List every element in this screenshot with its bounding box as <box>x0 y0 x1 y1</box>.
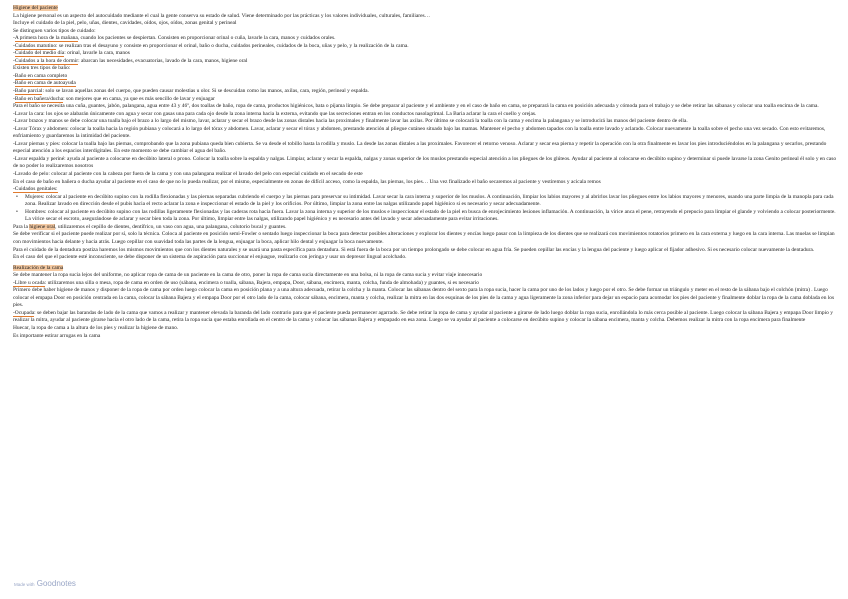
dash-marker: - <box>13 72 15 79</box>
free-bed-text: : utilizaremos una silla o mesa, ropa de cama en orden de uso (sábana, encimera o toalla, sábana, Bajera, empapa, Door, sábana, encimera, manta, colcha, funda de almohada) y guantes, si es necesario <box>44 279 480 286</box>
genital-care-list <box>13 194 839 224</box>
care-type-item-term: Cuidados matutino <box>14 42 57 49</box>
genital-care-underline: -Cuidados genitales: <box>13 186 58 193</box>
free-bed-term: -Libre u ocada <box>13 279 45 286</box>
bath-step-item: -Lavar la cara: los ojos se alabarán únicamente con agua y secar con gasas una para cada ojo desde la zona interna hacia la externa, evitando que las secreciones entran en los conductos nasolagrimal. La Baria aclarar la cara el cuello y orejas. <box>13 110 537 117</box>
bath-type-item <box>13 80 839 88</box>
bath-type-item-term: Baño parcial <box>14 88 43 95</box>
genital-care-title <box>13 186 839 194</box>
shower-paragraph: En el caso de baño en bañera o ducha ayudar al paciente en el caso de que no lo pueda realizar, por el mismo, especialmente en zonas de difícil acceso, como la espalda, las piernas, los pies… Una vez finalizado el baño secaremos al paciente y vestiremos y acicala remos <box>13 178 601 185</box>
dash-marker: - <box>13 95 15 102</box>
oral-technique-paragraph: Se debe verificar si el paciente puede realizar por sí, solo la técnica. Coloca al paciente en posición semi-Fowler o sentado luego inspeccionar la boca para detectar posibles alteraciones y explorar los dientes y encías luego pasar con la limpieza de los dientes que se realizará con movimientos rotatorios primero en la cara externa y luego en la cara interna. Las muelas se limpian con movimientos hacia delante y hacia atrás. Luego cepillar con suavidad toda las partes de la lengua, enjuagar la boca, aplicar hilo dental y enjuagar la boca nuevamente. <box>13 231 835 245</box>
oral-hygiene-lead: Para la <box>13 223 30 230</box>
occupied-bed-term: -Ocupada <box>13 309 35 316</box>
care-type-item-text: : orinal, lavarle la cara, manos <box>64 50 130 57</box>
bath-step-item: -Lavar piernas y pies: colocar la toalla bajo las piernas, comprobando que la zona pubiana queda bien cubierta. Se va desde el tobillo hasta la rodilla y muslo. La desde las zonas distales a las proximales. Favorecer el retorno venoso. Aclarar y secar esa pierna y repetir la operación con la otra finalmente es lavar los pies introduciéndolos en la palangana y secarlos, prestando especial atención a los espacios interdigitales. En este momento se debe cambiar el agua del baño. <box>13 140 827 155</box>
bath-step-item: -Lavar espalda y periné: ayuda al paciente a colocarse en decúbito lateral o prono. Colocar la toalla sobre la espalda y nalgas. Limpiar, aclarar y secar la espalda, nalgas y zonas superior de los muslos prestando especial atención a los pliegues de los glúteos. Ayudar al paciente al colocarse en decúbito supino y determinar si puede lavarse la zona Genito perineal él solo y en caso de no poder lo realizaremos nosotros <box>13 155 837 170</box>
oral-hygiene-term: higiene oral <box>29 223 56 230</box>
occupied-bed-paragraph <box>13 310 839 325</box>
section-title-bed <box>13 265 839 273</box>
finish-paragraph: Huecar, la ropa de cama a la altura de los pies y realizar la higiene de mano. <box>13 324 179 331</box>
bed-rules-paragraph: Se debe mantener la ropa sucia lejos del uniforme, no aplicar ropa de cama de un paciente en la cama de otro, poner la ropa de cama sucia directamente en una bolsa, ni la ropa de cama sucia y evitar viaje innecesario <box>13 272 483 279</box>
unconscious-paragraph: En el caso del que el paciente esté inconsciente, se debe disponer de un sistema de aspiración para succionar el enjuague, realizarlo con jeringa y usar un depresor lingual acolchado. <box>13 254 407 261</box>
dash-marker: - <box>13 42 15 49</box>
wrinkles-paragraph: Es importante estirar arrugas en la cama <box>13 332 101 339</box>
care-types-intro: Se distinguen varios tipos de cuidado: <box>13 27 96 34</box>
occupied-bed-text: : se deben bajar las barandas de lado de la cama que vamos a realizar y mantener elevada la baranda del lado contrario para que el paciente pueda permanecer agarrado. Se debe retirar la ropa de cama y ayudar al paciente a girarse de lado luego doblar la ropa sucia, enrollándola lo más cerca posible al paciente. Luego colocar la sábana Bajera y empapa Door limpio y realizar la mitra, ayudar al paciente girarse hacia el otro lado de la cama, retira la ropa sucia que estaba enrollada en el centro de la cama y colocar las sábanas Bajera y empapado en esa zona. Luego se va ayudar al paciente a colocarse en decúbito supino y colocar la sábana encimera, manta y colcha. Debemos realizar la mitra con la ropa encimera para finalmente <box>13 309 833 324</box>
dash-marker: - <box>13 50 15 57</box>
bath-step-item: -Lavar Tórax y abdomen: colocar la toalla hacia la región pubiana y colocará a lo largo del tórax y abdomen. Lavar, aclarar y secar el tórax y abdomen, prestando atención al pliegue cutáneo situado bajo las mamas. Mantener el pecho y abdomen tapados con la toalla entre lavado y aclarado. Colocar nuevamente la toalla sobre el pecho una vez secado. Con esto evitaremos, enfriamiento y guardaremos la intimidad del paciente. <box>13 125 826 140</box>
title-highlight: Higiene del paciente <box>13 5 58 11</box>
bath-type-item <box>13 73 839 81</box>
care-type-item-text: : se realizan tras el desayuno y consiste en proporcionar el orinal, baño o ducha, cuidados perineales, cuidados de la boca, uñas y pelo, y la realización de la cama. <box>56 42 409 49</box>
care-type-item <box>13 43 839 51</box>
bath-types-list <box>13 73 839 103</box>
care-type-item-term: Cuidado del medio día <box>14 50 65 57</box>
oral-hygiene-rest: , utilizaremos el cepillo de dientes, dentífrico, un vaso con agua, una palangana, colutorio bucal y guantes. <box>55 223 287 230</box>
bath-type-item <box>13 88 839 96</box>
bath-steps-list <box>13 111 839 179</box>
goodnotes-watermark <box>14 580 76 589</box>
dash-marker: - <box>13 88 15 95</box>
watermark-brand: Goodnotes <box>36 579 76 588</box>
genital-care-item: • Hombres: colocar al paciente en decúbito supino con las rodillas ligeramente flexionadas y las caderas rota hacia fuera. Lavar la zona interna y superior de los muslos e inspeccionar el estado de la piel en busca de enrojecimiento lesiones inflamación. A continuación, la vírice anca el pene, retrayendo el prepucio para limpiar el glande y volviendo a colocar posteriormente. La vírice secar el escroto, asegurándose de aclarar y secar bien toda la zona. Por último, limpiar entre las nalgas, utilizando papel higiénico y es necesario antes del lavado y secar adecuadamente para evitar irritaciones. <box>13 209 839 224</box>
genital-care-item: • Mujeres: colocar al paciente en decúbito supino con la rodilla flexionadas y las piernas separadas cubriendo el cuerpo y las piernas para preservar su intimidad. Lavar secar la cara interna y superior de los muslos. A continuación, limpiar los labios mayores y al abrirlos lavar los pliegues entre los labios mayores y menores, usando una parte limpia de la manopla para cada zona. Realizar lavado en dirección desde el pubis hacia el recto aclarar la zona e inspeccionar el estado de la piel y los orificios. Por último, limpiar la zona entre las nalgas utilizando papel higiénico si es necesario y secar adecuadamente. <box>13 194 839 209</box>
denture-paragraph: Para el cuidado de la dentadura postiza haremos los mismos movimientos que con los dientes naturales y se usará una pasta específica para dentadura. Si está fuera de la boca por un tiempo prolongado se debe colocar en agua fría. Se pueden cepillar las encías y la lengua del paciente y luego aplicar el fijador adhesivo. Si es necesario colocar nuevamente la dentadura. <box>13 246 815 253</box>
dash-marker: - <box>13 57 15 64</box>
notes-page <box>13 5 839 340</box>
care-type-item-text: : abarcan las necesidades, evacuatorias, lavado de la cara, manos, higiene oral <box>78 57 248 64</box>
bath-type-item-text: : solo se lavan aquellas zonas del cuerpo, que pueden causar molestias u olor. Si se descuidan como las manos, axilas, cara, región, perineal y espalda. <box>42 88 369 95</box>
care-type-item-term: Cuidados a la hora de dormir <box>14 57 79 64</box>
bath-type-item-term: Baño en bañera/ducha <box>14 95 64 102</box>
free-bed-steps-paragraph: Primero debe haber higiene de manos y disponer de la ropa de cama por orden luego colocar la cama en posición plana y a una altura adecuada, retirar la colcha y la manta. Colocar las sábanas dentro del sexto para la ropa sucia, hacer la cama por uno de los lados y luego por el otro. Se debe formar un triángulo y meter en el resto de la sábana bajo el colchón (mitra) . Luego colocar el empapa Door en posición centrada en la cama, colocar la sábana Bajera y el empapa Door por el otro lado de la cama, colocar sábana, encimera, manta y colcha, realizar la mitra en las dos esquinas de los pies de la cama y agua ligeramente la zona inferior para dejar un espacio para acomodar los pies del paciente y finalmente doblar la ropa de la cama doblada en los pies. <box>13 287 835 309</box>
dash-marker: - <box>13 80 15 87</box>
care-type-item-text: , cuando los pacientes se despiertan. Consisten en proporcionar orinal o cuña, lavarle la cara, manos y cuidados orales. <box>77 35 336 42</box>
watermark-prefix: Made with <box>14 582 35 587</box>
bath-types-intro: Existen tres tipos de baño: <box>13 65 71 72</box>
bath-step-item: -Lavado de pelo: colocar al paciente con la cabeza por fuera de la cama y con una palangana realizar el lavado del pelo con especial cuidado en el secado de este <box>13 171 363 178</box>
doc-title <box>13 5 839 13</box>
bath-materials-paragraph: Para el baño se necesita una cuña, guantes, jabón, palangana, agua entre 43 y 46º, dos toallas de baño, ropa de cama, productos higiénicos, bata o pijama limpio. Se debe preparar al paciente y el ambiente y en el caso de baño en cama, se preparará la cama en posición adecuada y cómoda para el trabajo y se debe retirar las sábanas y colocar una toalla encima de la cama. <box>13 103 819 110</box>
bath-type-item-term: Baño en cama de autoayuda <box>14 80 76 87</box>
bath-type-item-term: Baño en cama completo <box>14 72 68 79</box>
section-title-highlight: Realización de la cama <box>13 264 64 271</box>
dash-marker: - <box>13 35 15 42</box>
care-type-item <box>13 35 839 43</box>
care-type-item <box>13 58 839 66</box>
intro-paragraph: La higiene personal es un aspecto del autocuidado mediante el cual la gente conserva su estado de salud. Viene determinado por las prácticas y los valores individuales, culturales, familiares… <box>13 12 431 19</box>
bath-step-item: -Lavar brazos y manos se debe colocar una toalla bajo el brazo a lo largo del mismo, lavar, aclarar y secar el brazo desde las zonas distales hacia las proximales y finalmente lavar las axilas. Por último se colocará la toalla con la cama y encima la palangana y se introducirá las manos del paciente dentro de ella. <box>13 118 688 125</box>
care-type-item <box>13 50 839 58</box>
care-types-list <box>13 35 839 65</box>
bath-type-item-text: : son mejores que en cama, ya que es más sencillo de lavar y enjuagar <box>63 95 215 102</box>
bath-type-item <box>13 96 839 104</box>
care-type-item-term: A primera hora de la mañana <box>14 35 78 42</box>
includes-paragraph: Incluye el cuidado de la piel, pelo, uñas, dientes, cavidades, oídos, ojos, oídos, zonas genital y perineal <box>13 20 237 27</box>
